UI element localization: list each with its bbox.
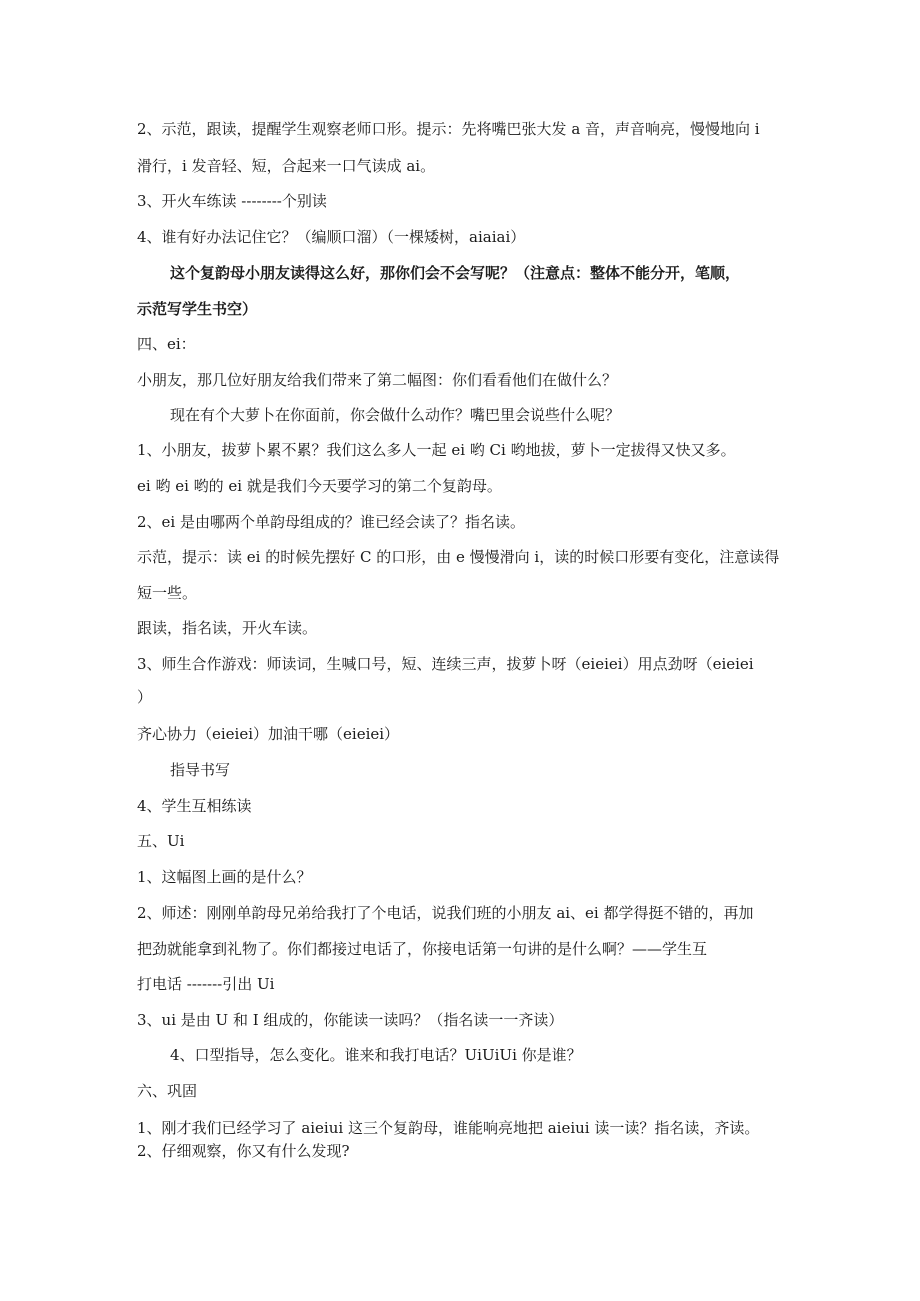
text-line: 3、师生合作游戏：师读词，生喊口号，短、连续三声，拔萝卜呀（eieiei）用点劲呀（eieiei	[137, 655, 754, 673]
text-line: 五、Ui	[137, 832, 185, 850]
text-line: ei 哟 ei 哟的 ei 就是我们今天要学习的第二个复韵母。	[137, 477, 502, 495]
text-line: ）	[137, 688, 153, 706]
text-line: 跟读，指名读，开火车读。	[137, 619, 318, 637]
text-line: 六、巩固	[137, 1082, 198, 1100]
text-line: 2、师述：刚刚单韵母兄弟给我打了个电话，说我们班的小朋友 ai、ei 都学得挺不错的，再加	[137, 904, 754, 922]
text-line: 打电话 -------引出 Ui	[137, 975, 275, 993]
text-line: 短一些。	[137, 584, 198, 602]
text-line: 滑行，i 发音轻、短，合起来一口气读成 ai。	[137, 157, 436, 175]
text-line: 4、口型指导，怎么变化。谁来和我打电话？UiUiUi 你是谁？	[170, 1046, 582, 1064]
text-line: 3、ui 是由 U 和 I 组成的，你能读一读吗？（指名读一一齐读）	[137, 1011, 564, 1029]
text-line: 2、ei 是由哪两个单韵母组成的？谁已经会读了？指名读。	[137, 513, 525, 531]
text-line: 2、示范，跟读，提醒学生观察老师口形。提示：先将嘴巴张大发 a 音，声音响亮，慢慢地向 i	[137, 120, 760, 138]
text-line: 这个复韵母小朋友读得这么好，那你们会不会写呢？（注意点：整体不能分开，笔顺，	[170, 264, 741, 282]
text-line: 1、刚才我们已经学习了 aieiui 这三个复韵母，谁能响亮地把 aieiui 读一读？指名读，齐读。	[137, 1119, 760, 1137]
text-line: 四、ei：	[137, 335, 196, 353]
text-line: 指导书写	[170, 761, 231, 779]
text-line: 小朋友，那几位好朋友给我们带来了第二幅图：你们看看他们在做什么？	[137, 371, 618, 389]
text-line: 1、小朋友，拔萝卜累不累？我们这么多人一起 ei 哟 Ci 哟地拔，萝卜一定拔得又快又多。	[137, 441, 736, 459]
text-line: 示范写学生书空）	[137, 300, 258, 318]
text-line: 齐心协力（eieiei）加油干哪（eieiei）	[137, 725, 400, 743]
text-line: 示范，提示：读 ei 的时候先摆好 C 的口形，由 e 慢慢滑向 i，读的时候口形要有变化，注意读得	[137, 548, 780, 566]
text-line: 把劲就能拿到礼物了。你们都接过电话了，你接电话第一句讲的是什么啊？——学生互	[137, 940, 708, 958]
text-line: 4、谁有好办法记住它？（编顺口溜）（一棵矮树，aiaiai）	[137, 228, 526, 246]
text-line: 1、这幅图上画的是什么？	[137, 868, 312, 886]
text-line: 4、学生互相练读	[137, 797, 252, 815]
text-line: 现在有个大萝卜在你面前，你会做什么动作？嘴巴里会说些什么呢？	[170, 406, 621, 424]
text-line: 2、仔细观察，你又有什么发现?	[137, 1142, 350, 1160]
text-line: 3、开火车练读 --------个别读	[137, 192, 327, 210]
